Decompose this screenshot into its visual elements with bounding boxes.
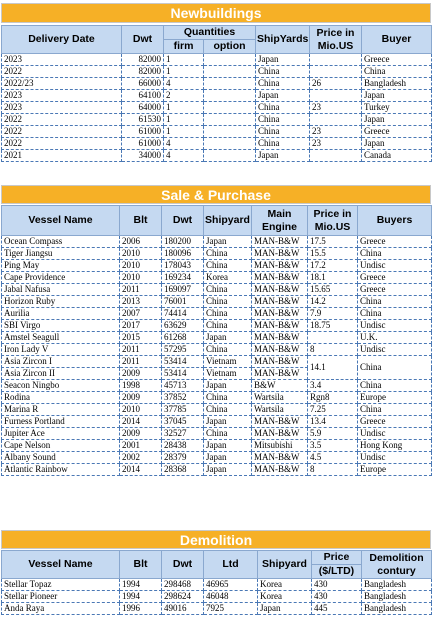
demolition-cell: Stellar Pioneer	[2, 591, 120, 603]
sale-purchase-cell: China	[204, 404, 252, 416]
sale-purchase-cell: Japan	[204, 380, 252, 392]
newbuildings-cell	[310, 150, 362, 162]
demolition-cell: 298468	[162, 579, 204, 591]
header-shipyard: Shipyard	[204, 206, 252, 236]
sale-purchase-cell: SBI Virgo	[2, 320, 120, 332]
header-quantities: Quantities	[164, 26, 256, 40]
table-row	[2, 603, 432, 615]
sale-purchase-cell: 2011	[120, 284, 162, 296]
sale-purchase-cell: Mitsubishi	[252, 440, 308, 452]
header-blt: Blt	[120, 206, 162, 236]
sale-purchase-cell: Jabal Nafusa	[2, 284, 120, 296]
sale-purchase-cell: 17.5	[308, 236, 358, 248]
sale-purchase-cell: Korea	[204, 272, 252, 284]
header-dwt: Dwt	[162, 551, 204, 579]
sale-purchase-cell: 5.9	[308, 428, 358, 440]
sale-purchase-cell: China	[204, 260, 252, 272]
sale-purchase-cell: 2001	[120, 440, 162, 452]
sale-purchase-cell: 2006	[120, 236, 162, 248]
newbuildings-cell	[204, 66, 256, 78]
sale-purchase-cell: China	[358, 380, 432, 392]
sale-purchase-cell: Greece	[358, 416, 432, 428]
sale-purchase-cell: 53414	[162, 356, 204, 368]
newbuildings-cell	[204, 78, 256, 90]
table-row	[2, 138, 432, 150]
header-shipyard: Shipyard	[258, 551, 312, 579]
sale-purchase-cell: 2014	[120, 464, 162, 476]
newbuildings-cell: 23	[310, 126, 362, 138]
newbuildings-cell: 61000	[122, 126, 164, 138]
sale-purchase-cell: Undisc	[358, 320, 432, 332]
demolition-cell: Bangladesh	[362, 591, 432, 603]
sale-purchase-cell: MAN-B&W	[252, 320, 308, 332]
sale-purchase-table	[1, 205, 432, 476]
header-delivery-date: Delivery Date	[2, 26, 122, 54]
sale-purchase-cell: 61268	[162, 332, 204, 344]
newbuildings-cell: 2022	[2, 114, 122, 126]
demolition-cell: Korea	[258, 591, 312, 603]
newbuildings-cell: 61530	[122, 114, 164, 126]
sale-purchase-cell: Ping May	[2, 260, 120, 272]
table-row	[2, 102, 432, 114]
sale-purchase-cell: 2014	[120, 416, 162, 428]
sale-purchase-cell: Japan	[204, 236, 252, 248]
newbuildings-cell	[204, 138, 256, 150]
sale-purchase-cell: MAN-B&W	[252, 260, 308, 272]
sale-purchase-cell: 2013	[120, 296, 162, 308]
sale-purchase-cell: MAN-B&W	[252, 284, 308, 296]
sale-purchase-cell: 3.4	[308, 380, 358, 392]
table-row	[2, 296, 432, 308]
sale-purchase-merged-price: 14.1	[308, 356, 358, 380]
newbuildings-cell: Japan	[362, 90, 432, 102]
table-row	[2, 248, 432, 260]
sale-purchase-cell: Japan	[204, 452, 252, 464]
demolition-cell: 46965	[204, 579, 258, 591]
sale-purchase-cell: 32527	[162, 428, 204, 440]
sale-purchase-cell: MAN-B&W	[252, 464, 308, 476]
newbuildings-cell: 4	[164, 150, 204, 162]
newbuildings-cell	[204, 114, 256, 126]
sale-purchase-cell: MAN-B&W	[252, 332, 308, 344]
newbuildings-cell: Japan	[256, 54, 310, 66]
sale-purchase-cell: 53414	[162, 368, 204, 380]
sale-purchase-cell: 28438	[162, 440, 204, 452]
sale-purchase-cell: 2011	[120, 344, 162, 356]
table-row	[2, 404, 432, 416]
sale-purchase-cell: 180200	[162, 236, 204, 248]
sale-purchase-cell: MAN-B&W	[252, 236, 308, 248]
newbuildings-cell: Bangladesh	[362, 78, 432, 90]
sale-purchase-cell: Japan	[204, 440, 252, 452]
sale-purchase-cell: Japan	[204, 332, 252, 344]
header-price-unit: ($/LTD)	[312, 565, 362, 579]
newbuildings-cell: 1	[164, 66, 204, 78]
sale-purchase-cell: MAN-B&W	[252, 368, 308, 380]
sale-purchase-cell: Japan	[204, 464, 252, 476]
sale-purchase-cell: 57295	[162, 344, 204, 356]
header-ltd: Ltd	[204, 551, 258, 579]
sale-purchase-cell: 2009	[120, 392, 162, 404]
newbuildings-cell: 1	[164, 54, 204, 66]
sale-purchase-cell: MAN-B&W	[252, 452, 308, 464]
demolition-cell: Stellar Topaz	[2, 579, 120, 591]
sale-purchase-cell: 2010	[120, 248, 162, 260]
sale-purchase-cell: China	[204, 296, 252, 308]
newbuildings-cell: Greece	[362, 126, 432, 138]
table-row	[2, 126, 432, 138]
sale-purchase-cell: Greece	[358, 272, 432, 284]
sale-purchase-cell: MAN-B&W	[252, 308, 308, 320]
sale-purchase-cell: MAN-B&W	[252, 296, 308, 308]
sale-purchase-cell: 4.5	[308, 452, 358, 464]
sale-purchase-cell: 14.2	[308, 296, 358, 308]
sale-purchase-cell: 7.25	[308, 404, 358, 416]
demolition-cell: 445	[312, 603, 362, 615]
newbuildings-cell: 4	[164, 138, 204, 150]
demolition-cell: 1994	[120, 591, 162, 603]
sale-purchase-cell: Aurilia	[2, 308, 120, 320]
newbuildings-cell: 4	[164, 78, 204, 90]
sale-purchase-cell: Amstel Seagull	[2, 332, 120, 344]
newbuildings-cell: 1	[164, 102, 204, 114]
sale-purchase-cell: 37045	[162, 416, 204, 428]
sale-purchase-cell: Furness Portland	[2, 416, 120, 428]
sale-purchase-cell: 18.1	[308, 272, 358, 284]
newbuildings-cell	[204, 90, 256, 102]
sale-purchase-cell: 8	[308, 344, 358, 356]
newbuildings-cell: Japan	[256, 150, 310, 162]
sale-purchase-cell: Wartsila	[252, 404, 308, 416]
newbuildings-cell: China	[256, 114, 310, 126]
sale-purchase-cell: 15.65	[308, 284, 358, 296]
sale-purchase-cell: MAN-B&W	[252, 248, 308, 260]
demolition-cell: 46048	[204, 591, 258, 603]
table-row	[2, 356, 432, 368]
table-row	[2, 284, 432, 296]
sale-purchase-cell: Seacon Ningbo	[2, 380, 120, 392]
newbuildings-cell: 2023	[2, 102, 122, 114]
newbuildings-cell: 1	[164, 114, 204, 126]
sale-purchase-cell	[308, 332, 358, 344]
table-row	[2, 150, 432, 162]
table-row	[2, 114, 432, 126]
newbuildings-cell: China	[256, 78, 310, 90]
newbuildings-cell	[310, 114, 362, 126]
table-row	[2, 380, 432, 392]
sale-purchase-cell: China	[204, 308, 252, 320]
header-price: Price in Mio.US	[308, 206, 358, 236]
newbuildings-cell: 2023	[2, 54, 122, 66]
header-option: option	[204, 40, 256, 54]
sale-purchase-cell: Undisc	[358, 344, 432, 356]
sale-purchase-cell: 76001	[162, 296, 204, 308]
sale-purchase-cell: 2009	[120, 428, 162, 440]
header-demolition-country: Demolition contury	[362, 551, 432, 579]
sale-purchase-cell: Jupiter Ace	[2, 428, 120, 440]
table-row	[2, 78, 432, 90]
sale-purchase-cell: Tiger Jiangsu	[2, 248, 120, 260]
sale-purchase-title: Sale & Purchase	[1, 185, 431, 204]
newbuildings-cell: 34000	[122, 150, 164, 162]
newbuildings-cell: 23	[310, 102, 362, 114]
newbuildings-cell: China	[362, 66, 432, 78]
sale-purchase-cell: 63629	[162, 320, 204, 332]
sale-purchase-cell: China	[358, 248, 432, 260]
sale-purchase-cell: 2010	[120, 272, 162, 284]
newbuildings-cell: 2	[164, 90, 204, 102]
newbuildings-cell: China	[256, 66, 310, 78]
newbuildings-cell: 2023	[2, 90, 122, 102]
newbuildings-table	[1, 25, 432, 162]
sale-purchase-cell: 28368	[162, 464, 204, 476]
sale-purchase-cell: 2002	[120, 452, 162, 464]
demolition-cell: 49016	[162, 603, 204, 615]
sale-purchase-cell: MAN-B&W	[252, 272, 308, 284]
newbuildings-cell: 2022/23	[2, 78, 122, 90]
sale-purchase-cell: 8	[308, 464, 358, 476]
header-vessel-name: Vessel Name	[2, 206, 120, 236]
sale-purchase-cell: 2010	[120, 404, 162, 416]
sale-purchase-cell: MAN-B&W	[252, 344, 308, 356]
newbuildings-cell: Canada	[362, 150, 432, 162]
demolition-cell: 430	[312, 579, 362, 591]
header-dwt: Dwt	[162, 206, 204, 236]
table-row	[2, 260, 432, 272]
sale-purchase-cell: Atlantic Rainbow	[2, 464, 120, 476]
sale-purchase-cell: Vietnam	[204, 356, 252, 368]
demolition-cell: Korea	[258, 579, 312, 591]
table-row	[2, 90, 432, 102]
newbuildings-cell: 82000	[122, 66, 164, 78]
sale-purchase-cell: Cape Nelson	[2, 440, 120, 452]
newbuildings-cell: 64100	[122, 90, 164, 102]
sale-purchase-cell: China	[204, 344, 252, 356]
table-row	[2, 416, 432, 428]
newbuildings-cell: 2022	[2, 138, 122, 150]
sale-purchase-cell: B&W	[252, 380, 308, 392]
table-row	[2, 579, 432, 591]
header-shipyards: ShipYards	[256, 26, 310, 54]
sale-purchase-cell: Albany Sound	[2, 452, 120, 464]
sale-purchase-cell: Ocean Compass	[2, 236, 120, 248]
newbuildings-cell: China	[256, 102, 310, 114]
newbuildings-cell	[204, 54, 256, 66]
sale-purchase-cell: 2011	[120, 356, 162, 368]
sale-purchase-cell: Undisc	[358, 260, 432, 272]
sale-purchase-cell: 2009	[120, 368, 162, 380]
newbuildings-cell: China	[256, 126, 310, 138]
sale-purchase-merged-buyer: China	[358, 356, 432, 380]
sale-purchase-cell: Vietnam	[204, 368, 252, 380]
sale-purchase-cell: MAN-B&W	[252, 356, 308, 368]
header-blt: Blt	[120, 551, 162, 579]
sale-purchase-cell: China	[358, 404, 432, 416]
newbuildings-cell	[310, 90, 362, 102]
sale-purchase-cell: China	[204, 428, 252, 440]
sale-purchase-cell: Asia Zircon I	[2, 356, 120, 368]
sale-purchase-cell: Undisc	[358, 428, 432, 440]
table-row	[2, 54, 432, 66]
sale-purchase-cell: 37852	[162, 392, 204, 404]
table-row	[2, 236, 432, 248]
sale-purchase-cell: MAN-B&W	[252, 428, 308, 440]
newbuildings-cell: Turkey	[362, 102, 432, 114]
sale-purchase-cell: 15.5	[308, 248, 358, 260]
demolition-cell: 7925	[204, 603, 258, 615]
sale-purchase-cell: Asia Zircon II	[2, 368, 120, 380]
sale-purchase-cell: 28379	[162, 452, 204, 464]
table-row	[2, 332, 432, 344]
demolition-cell: 430	[312, 591, 362, 603]
header-buyer: Buyer	[362, 26, 432, 54]
sale-purchase-cell: Horizon Ruby	[2, 296, 120, 308]
newbuildings-cell	[310, 66, 362, 78]
sale-purchase-cell: China	[358, 308, 432, 320]
sale-purchase-cell: 169097	[162, 284, 204, 296]
table-row	[2, 591, 432, 603]
sale-purchase-cell: Iron Lady V	[2, 344, 120, 356]
newbuildings-cell: 64000	[122, 102, 164, 114]
newbuildings-cell: China	[256, 138, 310, 150]
newbuildings-cell: 82000	[122, 54, 164, 66]
sale-purchase-cell: Undisc	[358, 452, 432, 464]
newbuildings-cell: 1	[164, 126, 204, 138]
sale-purchase-cell: Hong Kong	[358, 440, 432, 452]
newbuildings-cell	[204, 102, 256, 114]
demolition-title: Demolition	[1, 530, 431, 549]
sale-purchase-cell: Marina R	[2, 404, 120, 416]
newbuildings-cell: 2022	[2, 66, 122, 78]
table-row	[2, 272, 432, 284]
header-price: Price	[312, 551, 362, 565]
newbuildings-cell: 2021	[2, 150, 122, 162]
sale-purchase-cell: China	[204, 392, 252, 404]
newbuildings-cell: Greece	[362, 54, 432, 66]
demolition-cell: 1996	[120, 603, 162, 615]
table-row	[2, 464, 432, 476]
sale-purchase-cell: 37785	[162, 404, 204, 416]
table-row	[2, 428, 432, 440]
demolition-cell: Bangladesh	[362, 579, 432, 591]
table-row	[2, 344, 432, 356]
demolition-cell: Anda Raya	[2, 603, 120, 615]
newbuildings-cell: 2022	[2, 126, 122, 138]
sale-purchase-cell: 2017	[120, 320, 162, 332]
table-row	[2, 66, 432, 78]
newbuildings-cell	[204, 150, 256, 162]
sale-purchase-cell: China	[204, 284, 252, 296]
sale-purchase-cell: 1998	[120, 380, 162, 392]
newbuildings-cell: 61000	[122, 138, 164, 150]
newbuildings-cell: Japan	[256, 90, 310, 102]
newbuildings-cell	[204, 126, 256, 138]
sale-purchase-cell: 7.9	[308, 308, 358, 320]
sale-purchase-cell: Greece	[358, 284, 432, 296]
sale-purchase-cell: U.K.	[358, 332, 432, 344]
sale-purchase-cell: 74414	[162, 308, 204, 320]
demolition-table	[1, 550, 432, 615]
sale-purchase-cell: 2007	[120, 308, 162, 320]
sale-purchase-cell: 178043	[162, 260, 204, 272]
table-row	[2, 452, 432, 464]
header-firm: firm	[164, 40, 204, 54]
header-dwt: Dwt	[122, 26, 164, 54]
table-row	[2, 392, 432, 404]
sale-purchase-cell: 3.5	[308, 440, 358, 452]
sale-purchase-cell: Wartsila	[252, 392, 308, 404]
sale-purchase-cell: 2015	[120, 332, 162, 344]
sale-purchase-cell: 2010	[120, 260, 162, 272]
table-row	[2, 320, 432, 332]
sale-purchase-cell: China	[204, 320, 252, 332]
demolition-cell: 298624	[162, 591, 204, 603]
demolition-cell: Japan	[258, 603, 312, 615]
newbuildings-cell: 23	[310, 138, 362, 150]
sale-purchase-cell: Rgn8	[308, 392, 358, 404]
sale-purchase-cell: 13.4	[308, 416, 358, 428]
sale-purchase-cell: China	[204, 248, 252, 260]
header-main-engine: Main Engine	[252, 206, 308, 236]
newbuildings-cell: 26	[310, 78, 362, 90]
header-vessel-name: Vessel Name	[2, 551, 120, 579]
sale-purchase-cell: Europe	[358, 392, 432, 404]
table-row	[2, 440, 432, 452]
sale-purchase-cell: MAN-B&W	[252, 416, 308, 428]
table-row	[2, 308, 432, 320]
sale-purchase-cell: 180096	[162, 248, 204, 260]
header-buyers: Buyers	[358, 206, 432, 236]
newbuildings-cell: Japan	[362, 114, 432, 126]
demolition-cell: 1994	[120, 579, 162, 591]
header-price: Price in Mio.US	[310, 26, 362, 54]
sale-purchase-cell: 45713	[162, 380, 204, 392]
sale-purchase-cell: 18.75	[308, 320, 358, 332]
sale-purchase-cell: Europe	[358, 464, 432, 476]
newbuildings-cell: Japan	[362, 138, 432, 150]
sale-purchase-cell: Japan	[204, 416, 252, 428]
sale-purchase-cell: Cape Providence	[2, 272, 120, 284]
newbuildings-title: Newbuildings	[1, 3, 431, 23]
newbuildings-cell: 66000	[122, 78, 164, 90]
sale-purchase-cell: Rodina	[2, 392, 120, 404]
sale-purchase-cell: Greece	[358, 236, 432, 248]
sale-purchase-cell: 169234	[162, 272, 204, 284]
newbuildings-cell	[310, 54, 362, 66]
demolition-cell: Bangladesh	[362, 603, 432, 615]
sale-purchase-cell: China	[358, 296, 432, 308]
sale-purchase-cell: 17.2	[308, 260, 358, 272]
